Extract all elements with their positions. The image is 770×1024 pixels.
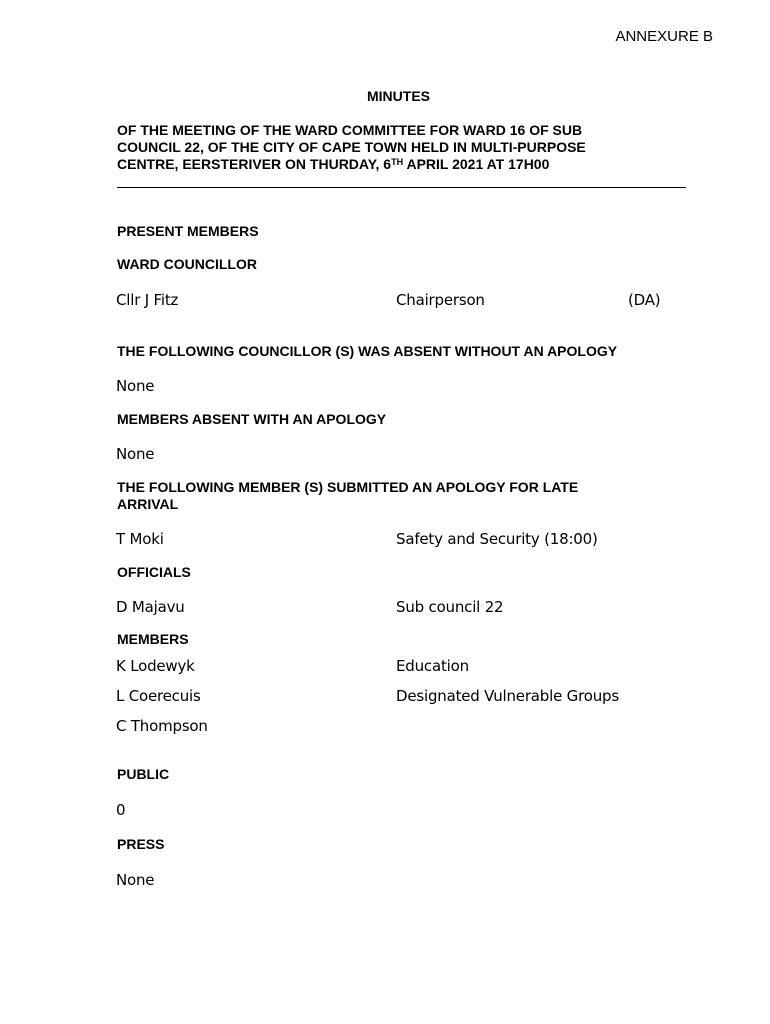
press-value: None [116, 871, 155, 889]
present-members-heading: PRESENT MEMBERS [117, 223, 259, 239]
meeting-title-line-1: OF THE MEETING OF THE WARD COMMITTEE FOR WARD 16 OF SUB [117, 122, 583, 138]
late-member-role: Safety and Security (18:00) [396, 530, 598, 548]
official-name: D Majavu [116, 598, 185, 616]
public-value: 0 [116, 801, 126, 819]
late-arrival-heading-line-2: ARRIVAL [117, 496, 179, 512]
councillor-party: (DA) [628, 291, 661, 309]
late-member-name: T Moki [116, 530, 164, 548]
absent-with-apology-value: None [116, 445, 155, 463]
absent-with-apology-heading: MEMBERS ABSENT WITH AN APOLOGY [117, 411, 387, 427]
press-heading: PRESS [117, 836, 165, 852]
annexure-label: ANNEXURE B [615, 28, 713, 45]
member-role: Education [396, 657, 469, 675]
meeting-title-line-3-post: APRIL 2021 AT 17H00 [403, 156, 550, 172]
member-name: C Thompson [116, 717, 208, 735]
absent-without-apology-heading: THE FOLLOWING COUNCILLOR (S) WAS ABSENT WITHOUT AN APOLOGY [117, 343, 618, 359]
meeting-title-date-suffix: TH [391, 157, 404, 167]
councillor-name: Cllr J Fitz [116, 291, 179, 309]
absent-without-apology-value: None [116, 377, 155, 395]
member-name: K Lodewyk [116, 657, 195, 675]
members-heading: MEMBERS [117, 631, 189, 647]
ward-councillor-heading: WARD COUNCILLOR [117, 256, 257, 272]
officials-heading: OFFICIALS [117, 564, 191, 580]
late-arrival-heading-line-1: THE FOLLOWING MEMBER (S) SUBMITTED AN APOLOGY FOR LATE [117, 479, 579, 495]
public-heading: PUBLIC [117, 766, 170, 782]
member-name: L Coerecuis [116, 687, 201, 705]
official-role: Sub council 22 [396, 598, 504, 616]
meeting-title-line-3 [117, 156, 677, 173]
meeting-title [117, 122, 677, 173]
meeting-title-line-2: COUNCIL 22, OF THE CITY OF CAPE TOWN HELD IN MULTI-PURPOSE [117, 139, 586, 155]
document-heading: MINUTES [367, 88, 430, 104]
meeting-title-line-3-pre: CENTRE, EERSTERIVER ON THURDAY, 6 [117, 156, 392, 172]
member-role: Designated Vulnerable Groups [396, 687, 619, 705]
councillor-role: Chairperson [396, 291, 485, 309]
title-divider [117, 187, 686, 188]
